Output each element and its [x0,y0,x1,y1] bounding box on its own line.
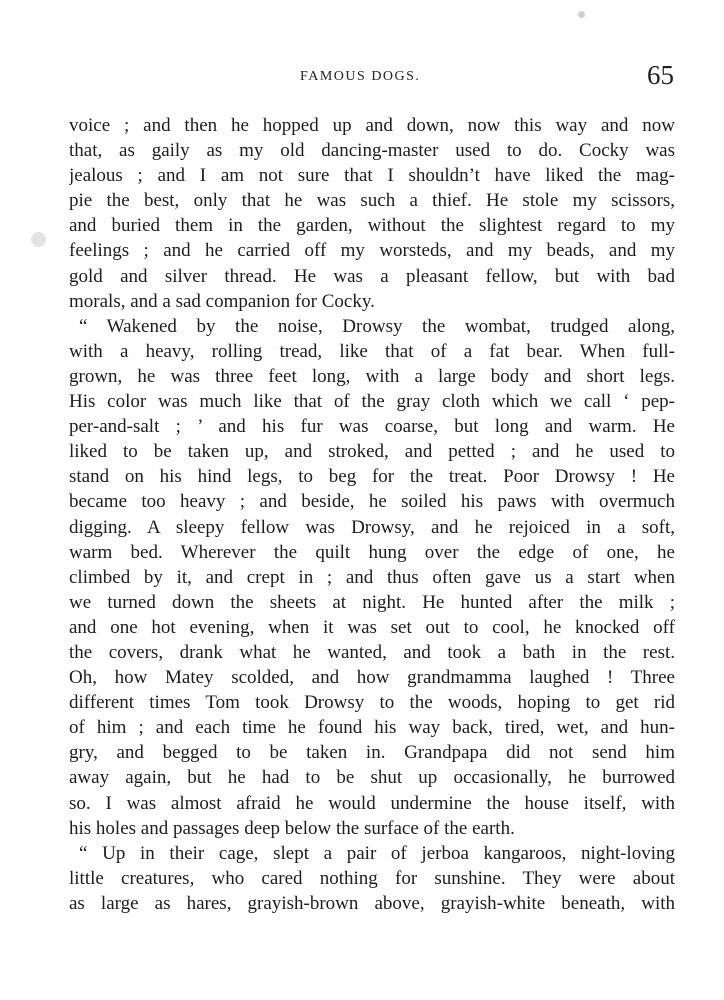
text-line: became too heavy ; and beside, he soiled his paws with overmuch [69,491,675,513]
text-line: gold and silver thread. He was a pleasant fellow, but with bad [69,265,675,287]
text-line: His color was much like that of the gray cloth which we call ‘ pep- [69,391,675,413]
text-line: that, as gaily as my old dancing-master used to do. Cocky was [69,140,675,162]
text-line: jealous ; and I am not sure that I shouldn’t have liked the mag- [69,165,675,187]
text-line: morals, and a sad companion for Cocky. [69,290,375,312]
text-line: and buried them in the garden, without the slightest regard to my [69,215,675,237]
page-number: 65 [647,60,674,90]
text-line: “ Up in their cage, slept a pair of jerboa kangaroos, night-loving [79,842,675,864]
text-line: grown, he was three feet long, with a large body and short legs. [69,365,675,387]
text-line: gry, and begged to be taken in. Grandpapa did not send him [69,742,675,764]
text-line: liked to be taken up, and stroked, and petted ; and he used to [69,441,675,463]
text-line: away again, but he had to be shut up occasionally, he burrowed [69,767,675,789]
text-line: the covers, drank what he wanted, and took a bath in the rest. [69,641,675,663]
running-head: FAMOUS DOGS. [300,69,421,84]
text-line: pie the best, only that he was such a thief. He stole my scissors, [69,190,675,212]
text-line: and one hot evening, when it was set out to cool, he knocked off [69,616,675,638]
text-line: we turned down the sheets at night. He hunted after the milk ; [69,591,675,613]
text-line: so. I was almost afraid he would undermine the house itself, with [69,792,675,814]
text-line: as large as hares, grayish-brown above, grayish-white beneath, with [69,892,675,914]
paper-speck [31,232,46,247]
text-line: Oh, how Matey scolded, and how grandmamma laughed ! Three [69,667,675,689]
text-line: little creatures, who cared nothing for sunshine. They were about [69,867,675,889]
text-line: feelings ; and he carried off my worsteds, and my beads, and my [69,240,675,262]
text-line: with a heavy, rolling tread, like that of a fat bear. When full- [69,340,675,362]
text-line: of him ; and each time he found his way back, tired, wet, and hun- [69,717,675,739]
text-line: “ Wakened by the noise, Drowsy the wombat, trudged along, [79,315,675,337]
text-line: different times Tom took Drowsy to the woods, hoping to get rid [69,692,675,714]
text-line: his holes and passages deep below the surface of the earth. [69,817,515,839]
text-line: stand on his hind legs, to beg for the treat. Poor Drowsy ! He [69,466,675,488]
text-line: warm bed. Wherever the quilt hung over the edge of one, he [69,541,675,563]
text-line: climbed by it, and crept in ; and thus often gave us a start when [69,566,675,588]
text-line: per-and-salt ; ’ and his fur was coarse, but long and warm. He [69,416,675,438]
text-line: digging. A sleepy fellow was Drowsy, and he rejoiced in a soft, [69,516,675,538]
paper-speck [578,11,585,18]
body-text [69,113,675,916]
text-line: voice ; and then he hopped up and down, now this way and now [69,115,675,136]
